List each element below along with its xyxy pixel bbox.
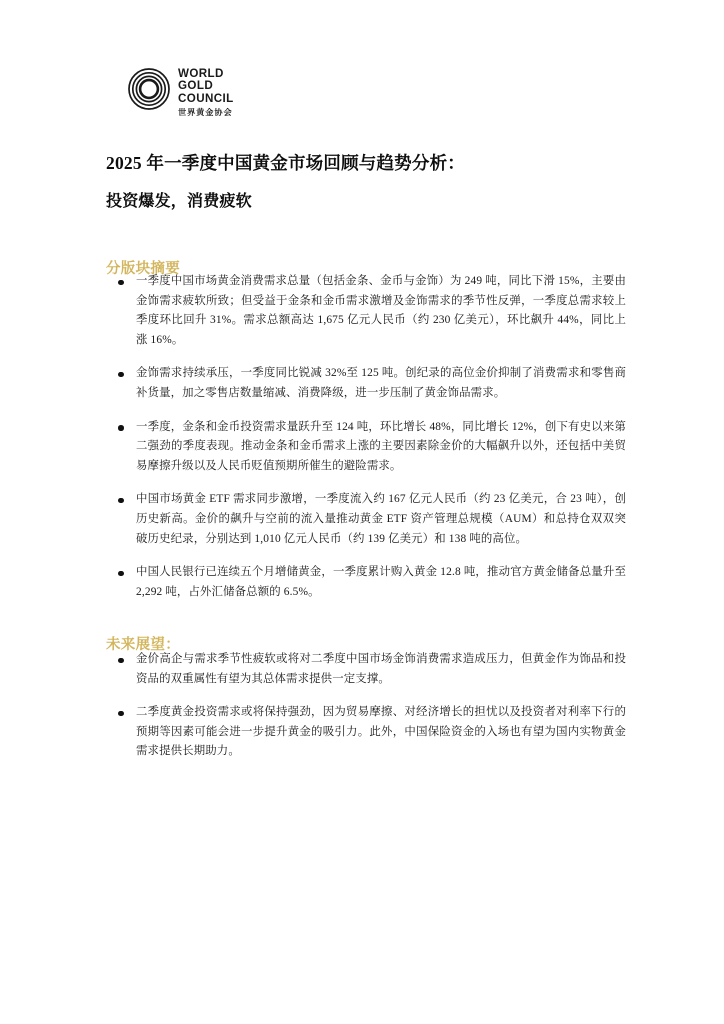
page-title: 2025 年一季度中国黄金市场回顾与趋势分析： — [106, 152, 465, 173]
list-item-text: 中国人民银行已连续五个月增储黄金，一季度累计购入黄金 12.8 吨，推动官方黄金储备总量升至 2,292 吨，占外汇储备总额的 6.5%。 — [136, 566, 626, 598]
logo-line-gold: GOLD — [178, 79, 214, 93]
summary-bullet-list — [106, 272, 626, 602]
section-heading-summary: 分版块摘要 — [106, 260, 180, 277]
list-item-text: 金饰需求持续承压，一季度同比锐减 32%至 125 吨。创纪录的高位金价抑制了消费需求和零售商补货量，加之零售店数量缩减、消费降级，进一步压制了黄金饰品需求。 — [136, 367, 626, 399]
list-item-text: 一季度中国市场黄金消费需求总量（包括金条、金币与金饰）为 249 吨，同比下滑 15%，主要由金饰需求疲软所致；但受益于金条和金币需求激增及金饰需求的季节性反弹，一季度总需求较上季度环比回升 31%。需求总额高达 1,675 亿元人民币（约 230 亿美元），环比飙升 44%，同比上涨 16%。 — [136, 275, 626, 346]
logo-line-world: WORLD — [178, 67, 224, 80]
bullet-dot-icon — [118, 571, 124, 577]
outlook-bullet-list — [106, 650, 626, 762]
bullet-dot-icon — [118, 498, 124, 504]
list-item — [106, 272, 626, 350]
bullet-dot-icon — [118, 425, 124, 431]
logo-wordmark — [178, 66, 234, 118]
list-item — [106, 490, 626, 549]
list-item-text: 金价高企与需求季节性疲软或将对二季度中国市场金饰消费需求造成压力，但黄金作为饰品和投资品的双重属性有望为其总体需求提供一定支撑。 — [136, 653, 626, 685]
list-item-text: 二季度黄金投资需求或将保持强劲，因为贸易摩擦、对经济增长的担忧以及投资者对利率下行的预期等因素可能会进一步提升黄金的吸引力。此外，中国保险资金的入场也有望为国内实物黄金需求提供长期助力。 — [136, 706, 626, 758]
section-heading-outlook: 未来展望： — [106, 636, 180, 653]
logo-line-chinese: 世界黄金协会 — [178, 106, 233, 117]
list-item — [106, 703, 626, 762]
list-item — [106, 418, 626, 477]
bullet-dot-icon — [118, 658, 124, 664]
list-item — [106, 563, 626, 602]
world-gold-council-logo — [128, 66, 234, 118]
bullet-dot-icon — [118, 711, 124, 717]
list-item-text: 中国市场黄金 ETF 需求同步激增，一季度流入约 167 亿元人民币（约 23 亿美元，合 23 吨），创历史新高。金价的飙升与空前的流入量推动黄金 ETF 资产管理总规模（AUM）和总持仓双双突破历史纪录，分别达到 1,010 亿元人民币（约 139 亿美元）和 138 吨的高位。 — [136, 493, 626, 545]
bullet-dot-icon — [118, 280, 124, 286]
bullet-dot-icon — [118, 372, 124, 378]
list-item-text: 一季度，金条和金币投资需求量跃升至 124 吨，环比增长 48%，同比增长 12%，创下有史以来第二强劲的季度表现。推动金条和金币需求上涨的主要因素除金价的大幅飙升以外，还包括中美贸易摩擦升级以及人民币贬值预期所催生的避险需求。 — [136, 420, 626, 472]
page-subtitle: 投资爆发，消费疲软 — [106, 193, 252, 211]
logo-line-council: COUNCIL — [178, 91, 234, 105]
list-item — [106, 364, 626, 403]
wgc-concentric-rings-icon — [128, 66, 170, 112]
list-item — [106, 650, 626, 689]
